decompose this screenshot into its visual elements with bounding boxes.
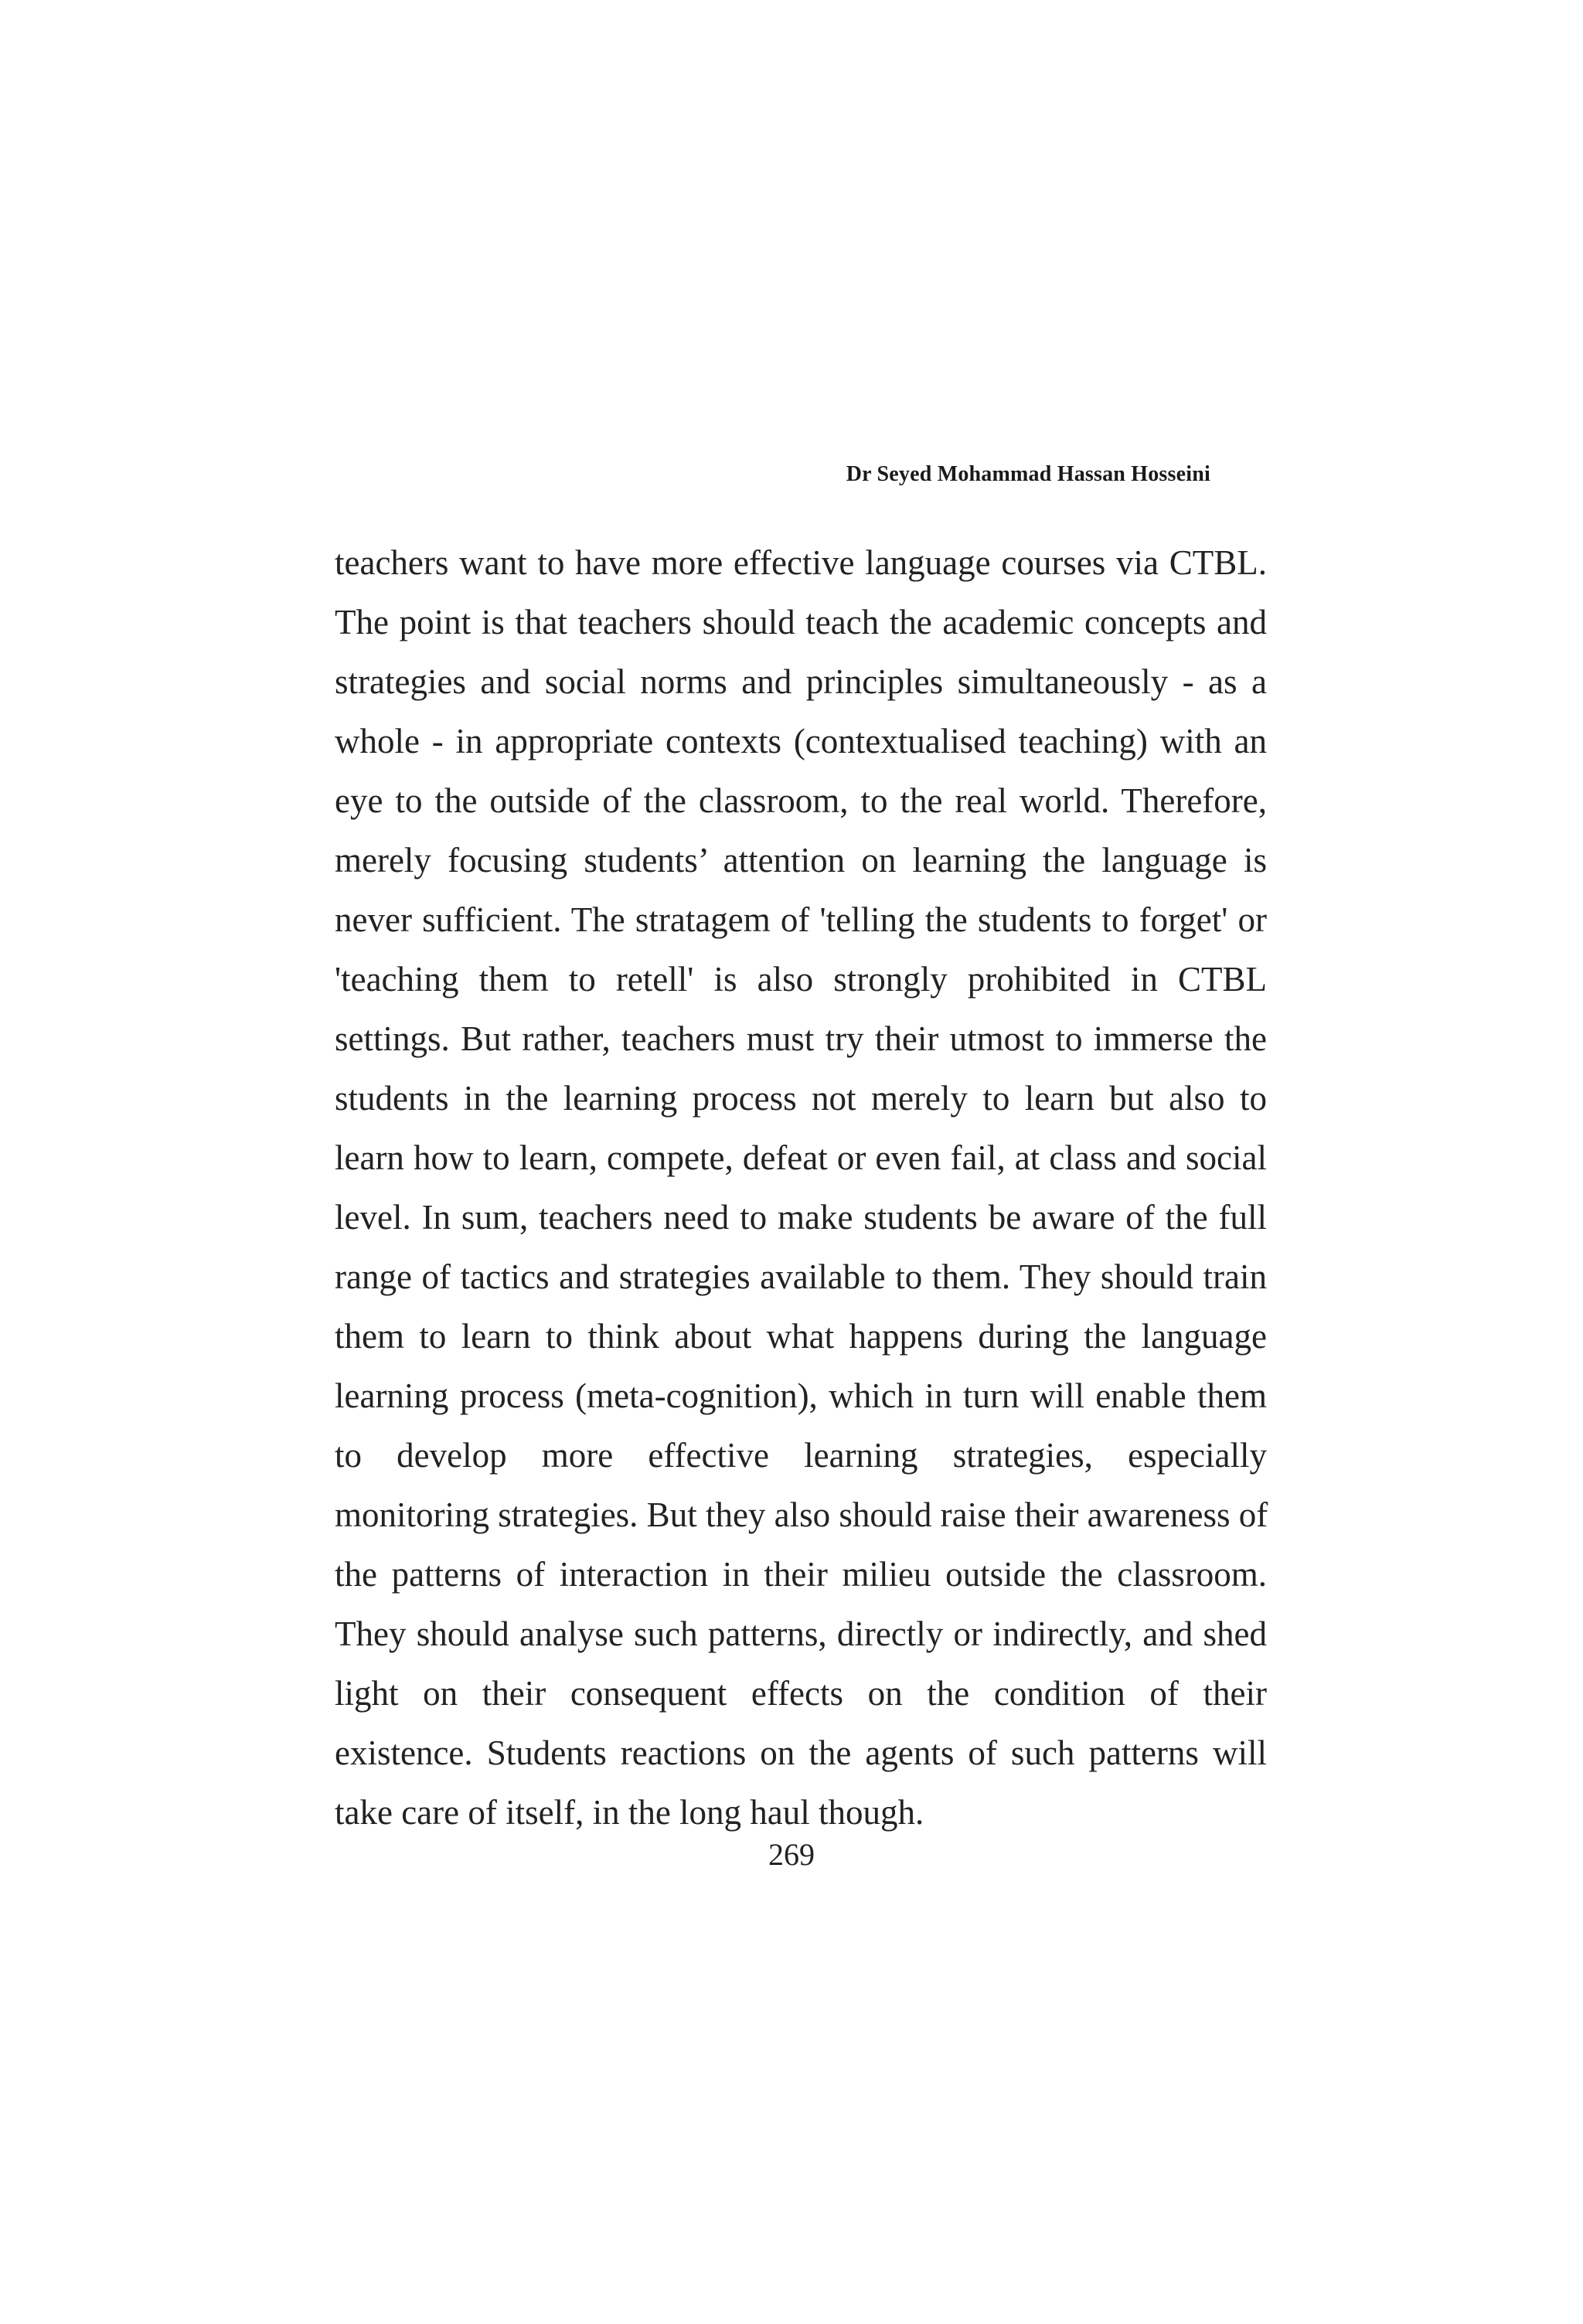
text-line: strategies and social norms and principles simultaneously - as a [335, 662, 1267, 701]
text-line: learning process (meta-cognition), which in turn will enable them [335, 1376, 1267, 1415]
text-line: them to learn to think about what happens during the language [335, 1317, 1267, 1356]
text-line: eye to the outside of the classroom, to the real world. Therefore, [335, 781, 1267, 820]
text-line: settings. But rather, teachers must try their utmost to immerse the [335, 1019, 1267, 1058]
running-header-author: Dr Seyed Mohammad Hassan Hosseini [846, 462, 1210, 486]
text-line: level. In sum, teachers need to make students be aware of the full [335, 1198, 1267, 1237]
text-line: They should analyse such patterns, directly or indirectly, and shed [335, 1615, 1267, 1653]
text-line: students in the learning process not merely to learn but also to [335, 1079, 1267, 1118]
text-line: light on their consequent effects on the condition of their [335, 1674, 1267, 1713]
text-line: teachers want to have more effective language courses via CTBL. [335, 543, 1267, 582]
text-line: learn how to learn, compete, defeat or even fail, at class and social [335, 1138, 1267, 1177]
page-number: 269 [768, 1837, 815, 1872]
text-line: to develop more effective learning strategies, especially [335, 1436, 1267, 1475]
text-line: whole - in appropriate contexts (contextualised teaching) with an [335, 722, 1267, 760]
text-line: 'teaching them to retell' is also strongly prohibited in CTBL [335, 960, 1267, 999]
text-line: merely focusing students’ attention on learning the language is [335, 841, 1267, 880]
body-paragraph [335, 533, 1267, 1843]
text-line: existence. Students reactions on the agents of such patterns will [335, 1734, 1267, 1772]
text-line: The point is that teachers should teach the academic concepts and [335, 603, 1267, 641]
text-line: range of tactics and strategies available to them. They should train [335, 1257, 1267, 1296]
text-line-last: take care of itself, in the long haul though. [335, 1793, 924, 1832]
text-line: monitoring strategies. But they also should raise their awareness of [335, 1495, 1268, 1534]
text-line: the patterns of interaction in their milieu outside the classroom. [335, 1555, 1267, 1594]
text-line: never sufficient. The stratagem of 'telling the students to forget' or [335, 900, 1267, 939]
